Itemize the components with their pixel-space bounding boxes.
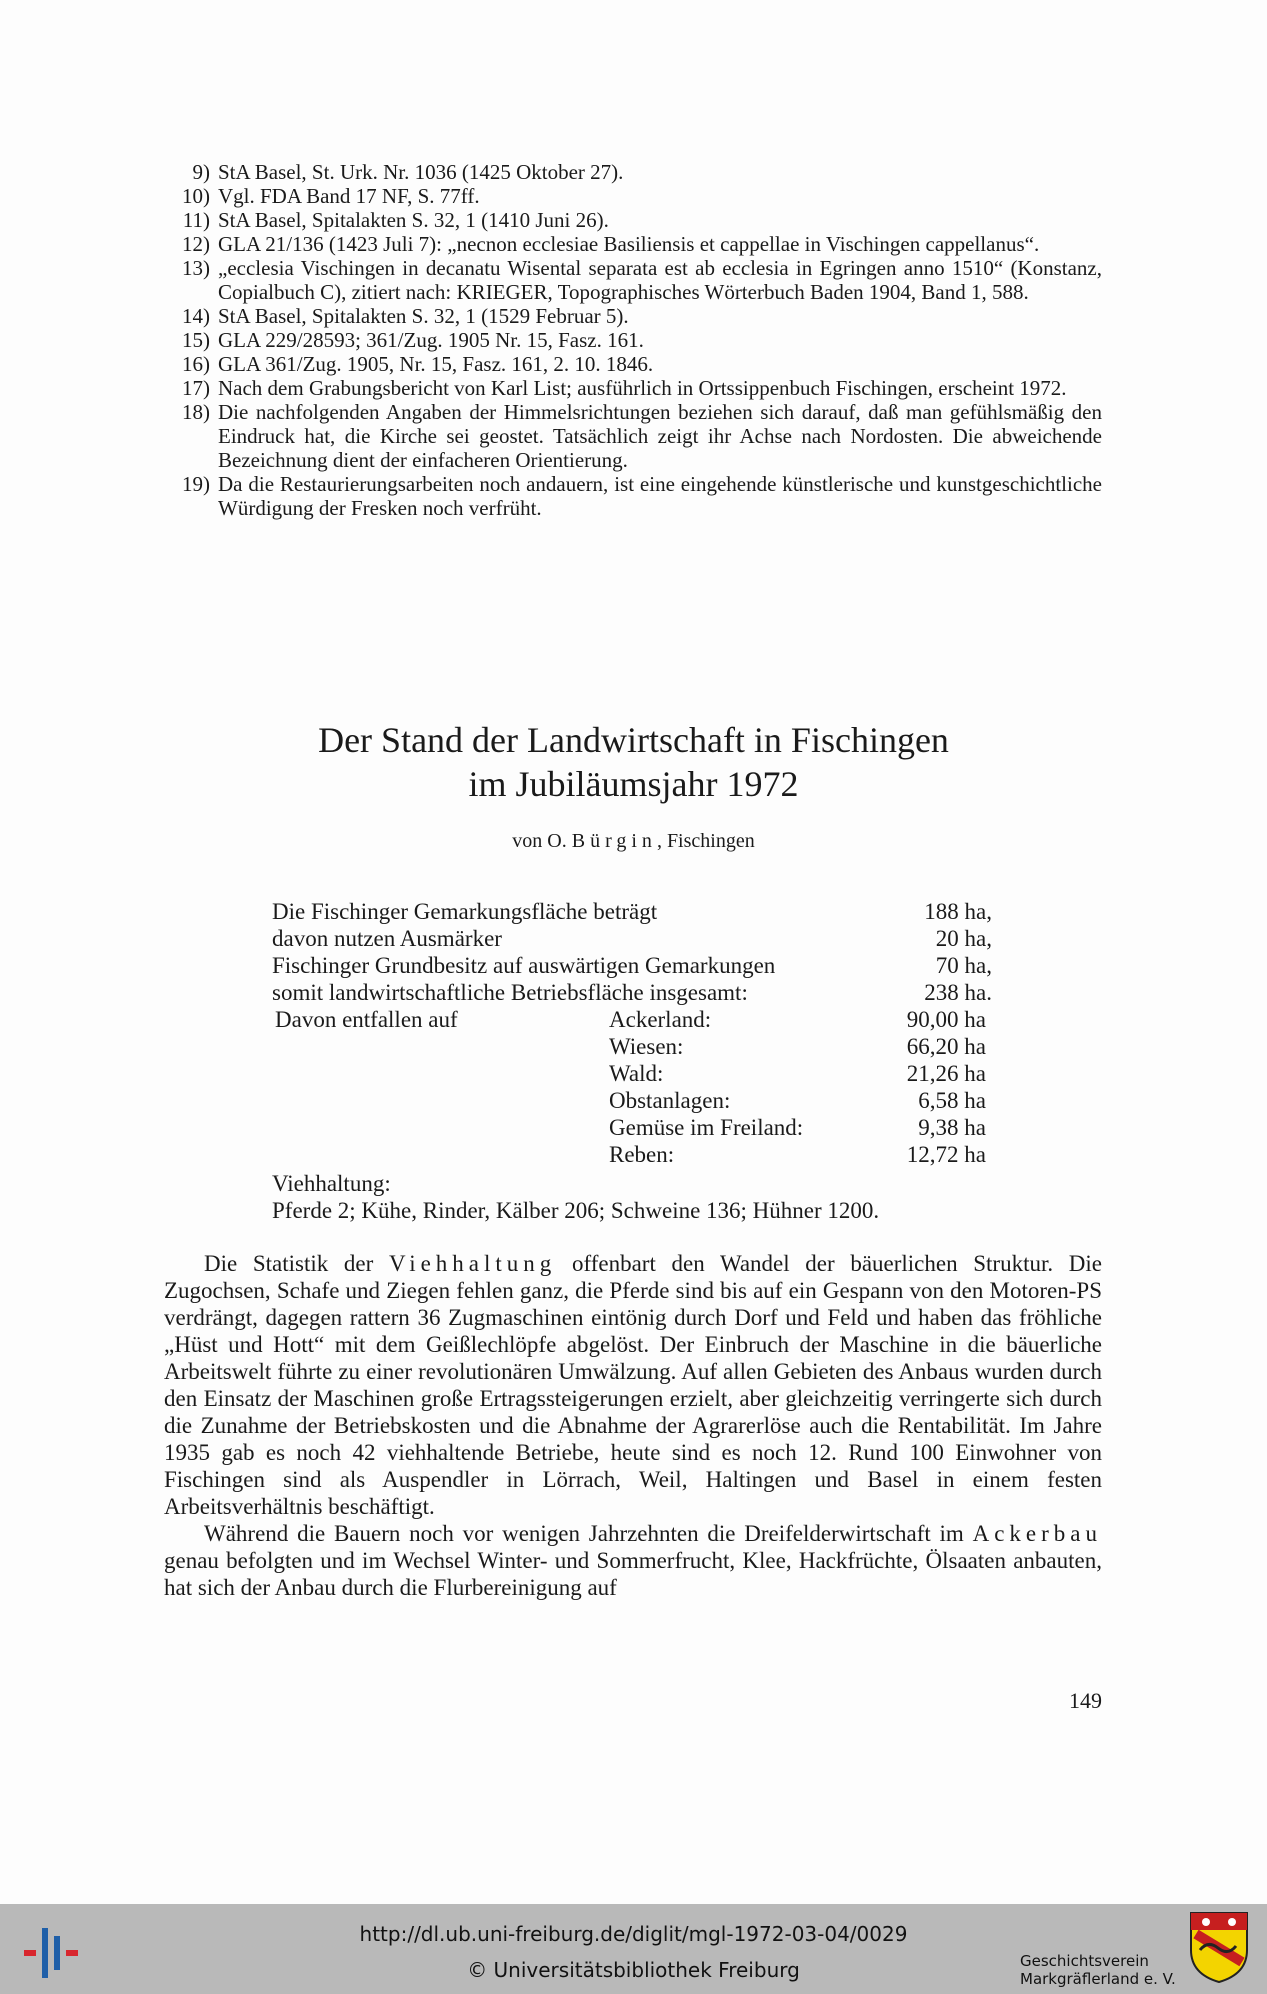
land-row-value: 70 ha, [935,953,992,978]
footnote-number: 17) [182,376,210,400]
land-use-label: Obstanlagen: [609,1088,731,1113]
footnote-number: 18) [182,400,210,424]
footnote-number: 14) [182,304,210,328]
land-use-value: 66,20 ha [906,1034,986,1059]
land-row [272,925,992,952]
association-line-2: Markgräflerland e. V. [1020,1970,1176,1988]
p1-rest: offenbart den Wandel der bäuerlichen Struktur. Die Zugochsen, Schafe und Ziegen fehlen ganz, die Pferde sind bis auf ein Gespann von den Motoren-PS verdrängt, dagegen rattern 36 Zugmaschinen eintönig durch Dorf und Feld und haben das fröhliche „Hüst und Hott“ mit dem Geißlechlöpfe abgelöst. Der Einbruch der Maschine in die bäuerliche Arbeitswelt führte zu einer revolutionären Umwälzung. Auf allen Gebieten des Anbaus wurden durch den Einsatz der Maschinen große Ertragssteigerungen erzielt, aber gleichzeitig verringerte sich durch die Zunahme der Betriebskosten und die Abnahme der Agrarerlöse auch die Rentabilität. Im Jahre 1935 gab es noch 42 viehhaltende Betriebe, heute sind es noch 12. Rund 100 Einwohner von Fischingen sind als Auspendler in Lörrach, Weil, Haltingen und Basel in einem festen Arbeitsverhältnis beschäftigt. [164,1251,1102,1519]
footnote-number: 15) [182,328,210,352]
land-use-row [272,1141,992,1168]
land-use-label: Gemüse im Freiland: [609,1115,804,1140]
land-use-row [272,1006,992,1033]
footnote-text: Die nachfolgenden Angaben der Himmelsrichtungen beziehen sich darauf, daß man gefühlsmäßig den Eindruck hat, die Kirche sei geostet. Tatsächlich zeigt ihr Achse nach Nordosten. Die abweichende Bezeichnung dient der einfacheren Orientierung. [218,400,1102,472]
footnote [150,304,1102,328]
byline [0,830,1267,853]
land-row-label: somit landwirtschaftliche Betriebsfläche insgesamt: [272,980,748,1005]
footnote-text: GLA 229/28593; 361/Zug. 1905 Nr. 15, Fasz. 161. [218,328,644,352]
land-row-value: 188 ha, [924,899,992,924]
land-table [272,898,992,1224]
title-line-2: im Jubiläumsjahr 1972 [468,764,799,804]
p2-emphasis: Ackerbau [972,1521,1102,1546]
footnote-text: StA Basel, St. Urk. Nr. 1036 (1425 Oktober 27). [218,160,624,184]
footnote [150,400,1102,472]
footer-band [0,1904,1267,1994]
footnotes [150,160,1102,520]
association-name [1020,1952,1176,1988]
land-row-value: 20 ha, [935,926,992,951]
footnote-number: 9) [192,160,210,184]
land-row-label: Fischinger Grundbesitz auf auswärtigen Gemarkungen [272,953,776,978]
land-use-row [272,1060,992,1087]
land-row [272,979,992,1006]
livestock-label: Viehhaltung: [272,1171,391,1196]
byline-author: Bürgin [571,830,657,852]
land-use-label: Reben: [609,1142,675,1167]
footer-copyright: © Universitätsbibliothek Freiburg [467,1958,800,1982]
land-row [272,952,992,979]
footnote-number: 11) [182,208,210,232]
p2-rest: genau befolgten und im Wechsel Winter- und Sommerfrucht, Klee, Hackfrüchte, Ölsaaten anbauten, hat sich der Anbau durch die Flurbereinigung auf [164,1548,1102,1600]
footnote [150,472,1102,520]
byline-suffix: , Fischingen [656,830,755,852]
footnote-text: GLA 361/Zug. 1905, Nr. 15, Fasz. 161, 2. 10. 1846. [218,352,654,376]
footnote [150,352,1102,376]
livestock-text: Pferde 2; Kühe, Rinder, Kälber 206; Schweine 136; Hühner 1200. [272,1198,880,1223]
page-number: 149 [1069,1688,1102,1713]
footnote-text: StA Basel, Spitalakten S. 32, 1 (1529 Februar 5). [218,304,629,328]
association-crest-icon [1188,1910,1250,1984]
land-use-value: 6,58 ha [918,1088,986,1113]
footnote [150,328,1102,352]
p1-emphasis: Viehhaltung [388,1251,557,1276]
land-row-label: Die Fischinger Gemarkungsfläche beträgt [272,899,658,924]
footnote [150,184,1102,208]
body-text [164,1250,1102,1601]
p2-start: Während die Bauern noch vor wenigen Jahrzehnten die Dreifelderwirtschaft im [204,1521,973,1546]
land-use-label: Ackerland: [609,1007,712,1032]
land-row [272,898,992,925]
footnote [150,208,1102,232]
footnote-text: Nach dem Grabungsbericht von Karl List; ausführlich in Ortssippenbuch Fischingen, erscheint 1972. [218,376,1067,400]
footnote-number: 10) [182,184,210,208]
p1-start: Die Statistik der [204,1251,389,1276]
footnote-text: GLA 21/136 (1423 Juli 7): „necnon ecclesiae Basiliensis et cappellae in Vischingen cappellanus“. [218,232,1040,256]
library-logo-icon [22,1912,82,1982]
land-use-value: 90,00 ha [906,1007,986,1032]
footnote [150,256,1102,304]
land-use-value: 21,26 ha [906,1061,986,1086]
land-use-value: 9,38 ha [918,1115,986,1140]
footnote-number: 12) [182,232,210,256]
land-use-label: Wald: [609,1061,664,1086]
association-line-1: Geschichtsverein [1020,1952,1149,1970]
footnote-text: Da die Restaurierungsarbeiten noch andauern, ist eine eingehende künstlerische und kunstgeschichtliche Würdigung der Fresken noch verfrüht. [218,472,1102,520]
land-row-label: davon nutzen Ausmärker [272,926,502,951]
footnote-number: 19) [182,472,210,496]
land-use-intro: Davon entfallen auf [275,1007,458,1032]
land-use-value: 12,72 ha [906,1142,986,1167]
footnote [150,376,1102,400]
footnote [150,160,1102,184]
land-use-label: Wiesen: [609,1034,684,1059]
paragraph-1 [164,1250,1102,1520]
paragraph-2 [164,1520,1102,1601]
land-use-row [272,1033,992,1060]
land-use-row [272,1114,992,1141]
title-line-1: Der Stand der Landwirtschaft in Fischingen [318,720,949,760]
footnote-number: 16) [182,352,210,376]
article-title [0,718,1267,806]
footnote [150,232,1102,256]
byline-prefix: von O. [512,830,567,852]
land-row-value: 238 ha. [924,980,992,1005]
footer-url[interactable]: http://dl.ub.uni-freiburg.de/diglit/mgl-1972-03-04/0029 [359,1922,908,1946]
footnote-number: 13) [182,256,210,280]
land-use-row [272,1087,992,1114]
footnote-text: StA Basel, Spitalakten S. 32, 1 (1410 Juni 26). [218,208,609,232]
footnote-text: „ecclesia Vischingen in decanatu Wisental separata est ab ecclesia in Egringen anno 1510“ (Konstanz, Copialbuch C), zitiert nach: KRIEGER, Topographisches Wörterbuch Baden 1904, Band 1, 588. [218,256,1102,304]
footnote-text: Vgl. FDA Band 17 NF, S. 77ff. [218,184,480,208]
